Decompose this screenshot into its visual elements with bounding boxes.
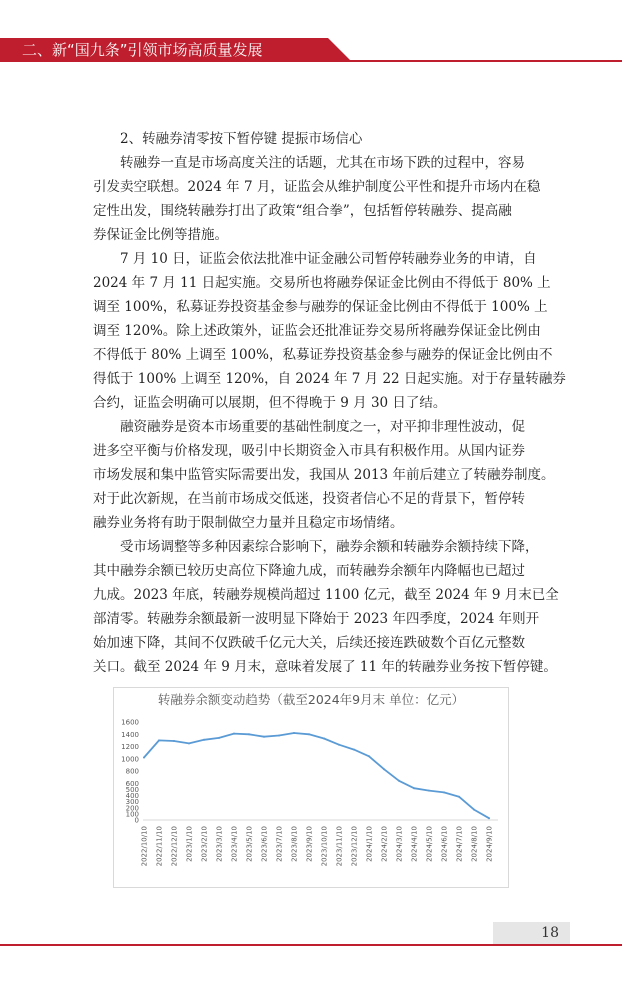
data-point <box>473 809 475 811</box>
y-tick-label: 200 <box>125 804 139 813</box>
y-tick-label: 1200 <box>121 743 139 751</box>
text-line: 定性出发，围绕转融券打出了政策“组合拳”，包括暂停转融券、提高融 <box>93 203 512 219</box>
x-tick-label: 2024/9/10 <box>485 826 494 862</box>
x-tick-label: 2024/1/10 <box>365 826 374 862</box>
x-tick-label: 2023/9/10 <box>305 826 314 862</box>
x-tick-label: 2022/10/10 <box>140 826 149 867</box>
text-line: 融资融券是资本市场重要的基础性制度之一，对平抑非理性波动，促 <box>120 419 525 435</box>
data-point <box>188 742 190 744</box>
header-title: 二、新“国九条”引领市场高质量发展 <box>22 41 263 59</box>
x-tick-label: 2024/3/10 <box>395 826 404 862</box>
data-point <box>458 796 460 798</box>
text-line: 关口。截至 2024 年 9 月末，意味着发展了 11 年的转融券业务按下暂停键。 <box>93 659 557 675</box>
text-line: 始加速下降，其间不仅跌破千亿元大关，后续还接连跌破数个百亿元整数 <box>93 635 525 651</box>
y-tick-label: 100 <box>125 810 139 819</box>
data-point <box>383 768 385 770</box>
data-point <box>203 739 205 741</box>
data-point <box>263 736 265 738</box>
text-line: 券保证金比例等措施。 <box>93 227 228 243</box>
section-heading: 2、转融券清零按下暂停键 提振市场信心 <box>120 131 363 147</box>
data-point <box>158 739 160 741</box>
x-tick-label: 2023/12/10 <box>350 826 359 867</box>
x-tick-label: 2023/6/10 <box>260 826 269 862</box>
y-tick-label: 400 <box>125 792 139 800</box>
y-tick-label: 500 <box>125 785 139 794</box>
text-line: 对于此次新规，在当前市场成交低迷，投资者信心不足的背景下，暂停转 <box>93 491 525 507</box>
x-tick-label: 2024/5/10 <box>425 826 434 862</box>
text-line: 部清零。转融券余额最新一波明显下降始于 2023 年四季度，2024 年则开 <box>93 611 540 627</box>
x-tick-label: 2023/8/10 <box>290 826 299 862</box>
x-tick-label: 2023/11/10 <box>335 826 344 867</box>
data-point <box>338 744 340 746</box>
data-point <box>413 787 415 789</box>
data-point <box>173 740 175 742</box>
x-tick-label: 2024/8/10 <box>470 826 479 862</box>
text-line: 进多空平衡与价格发现，吸引中长期资金入市具有积极作用。从国内证券 <box>93 443 525 459</box>
y-tick-label: 600 <box>125 779 139 788</box>
text-line: 市场发展和集中监管实际需要出发，我国从 2013 年前后建立了转融券制度。 <box>93 467 555 483</box>
data-point <box>428 790 430 792</box>
x-tick-label: 2023/1/10 <box>185 826 194 862</box>
text-line: 九成。2023 年底，转融券规模尚超过 1100 亿元，截至 2024 年 9 月末已全 <box>93 587 559 603</box>
page-number: 18 <box>541 925 559 941</box>
data-point <box>368 755 370 757</box>
text-line: 7 月 10 日，证监会依法批准中证金融公司暂停转融券业务的申请，自 <box>120 251 537 267</box>
paragraph-2 <box>93 247 593 415</box>
chart-title: 转融券余额变动趋势（截至2024年9月末 单位：亿元） <box>157 692 465 707</box>
x-tick-label: 2023/3/10 <box>215 826 224 862</box>
x-tick-label: 2023/7/10 <box>275 826 284 862</box>
x-tick-label: 2023/10/10 <box>320 826 329 867</box>
x-tick-label: 2023/5/10 <box>245 826 254 862</box>
text-line: 调至 120%。除上述政策外，证监会还批准证券交易所将融券保证金比例由 <box>93 323 541 339</box>
footer-rule <box>0 944 622 946</box>
x-tick-label: 2024/2/10 <box>380 826 389 862</box>
data-point <box>143 757 145 759</box>
text-line: 融券业务将有助于限制做空力量并且稳定市场情绪。 <box>93 515 404 531</box>
line-chart <box>113 687 509 888</box>
data-point <box>293 732 295 734</box>
text-line: 2024 年 7 月 11 日起实施。交易所也将融券保证金比例由不得低于 80% 上 <box>93 275 551 291</box>
text-line: 引发卖空联想。2024 年 7 月，证监会从维护制度公平性和提升市场内在稳 <box>93 179 541 195</box>
text-line: 转融券一直是市场高度关注的话题，尤其在市场下跌的过程中，容易 <box>120 155 525 171</box>
y-tick-label: 1400 <box>121 730 139 739</box>
paragraph-1 <box>93 151 593 247</box>
text-line: 得低于 100% 上调至 120%，自 2024 年 7 月 22 日起实施。对于存量转融券 <box>93 371 566 387</box>
x-tick-label: 2024/6/10 <box>440 826 449 862</box>
data-point <box>248 733 250 735</box>
x-tick-label: 2024/4/10 <box>410 826 419 862</box>
y-tick-label: 300 <box>125 798 139 807</box>
x-tick-label: 2024/7/10 <box>455 826 464 862</box>
text-line: 其中融券余额已较历史高位下降逾九成，而转融券余额年内降幅也已超过 <box>93 563 525 579</box>
data-point <box>278 735 280 737</box>
body-text <box>93 127 593 679</box>
x-tick-label: 2022/12/10 <box>170 826 179 867</box>
y-tick-label: 0 <box>134 816 139 825</box>
text-line: 调至 100%，私募证券投资基金参与融券的保证金比例由不得低于 100% 上 <box>93 299 548 315</box>
page-number-box <box>493 922 570 944</box>
y-tick-label: 800 <box>125 767 139 776</box>
data-point <box>398 780 400 782</box>
paragraph-4 <box>93 535 593 679</box>
y-tick-label: 1600 <box>121 718 139 727</box>
text-line: 合约，证监会明确可以展期，但不得晚于 9 月 30 日了结。 <box>93 395 447 411</box>
data-point <box>323 738 325 740</box>
x-tick-label: 2023/4/10 <box>230 826 239 862</box>
paragraph-3 <box>93 415 593 535</box>
data-point <box>443 791 445 793</box>
x-tick-label: 2022/11/10 <box>155 826 164 867</box>
text-line: 受市场调整等多种因素综合影响下，融券余额和转融券余额持续下降， <box>120 539 539 555</box>
y-tick-label: 1000 <box>121 755 139 764</box>
data-point <box>308 733 310 735</box>
data-point <box>488 817 490 819</box>
text-line: 不得低于 80% 上调至 100%，私募证券投资基金参与融券的保证金比例由不 <box>93 347 553 363</box>
data-point <box>353 749 355 751</box>
x-tick-label: 2023/2/10 <box>200 826 209 862</box>
data-point <box>218 737 220 739</box>
data-point <box>233 733 235 735</box>
